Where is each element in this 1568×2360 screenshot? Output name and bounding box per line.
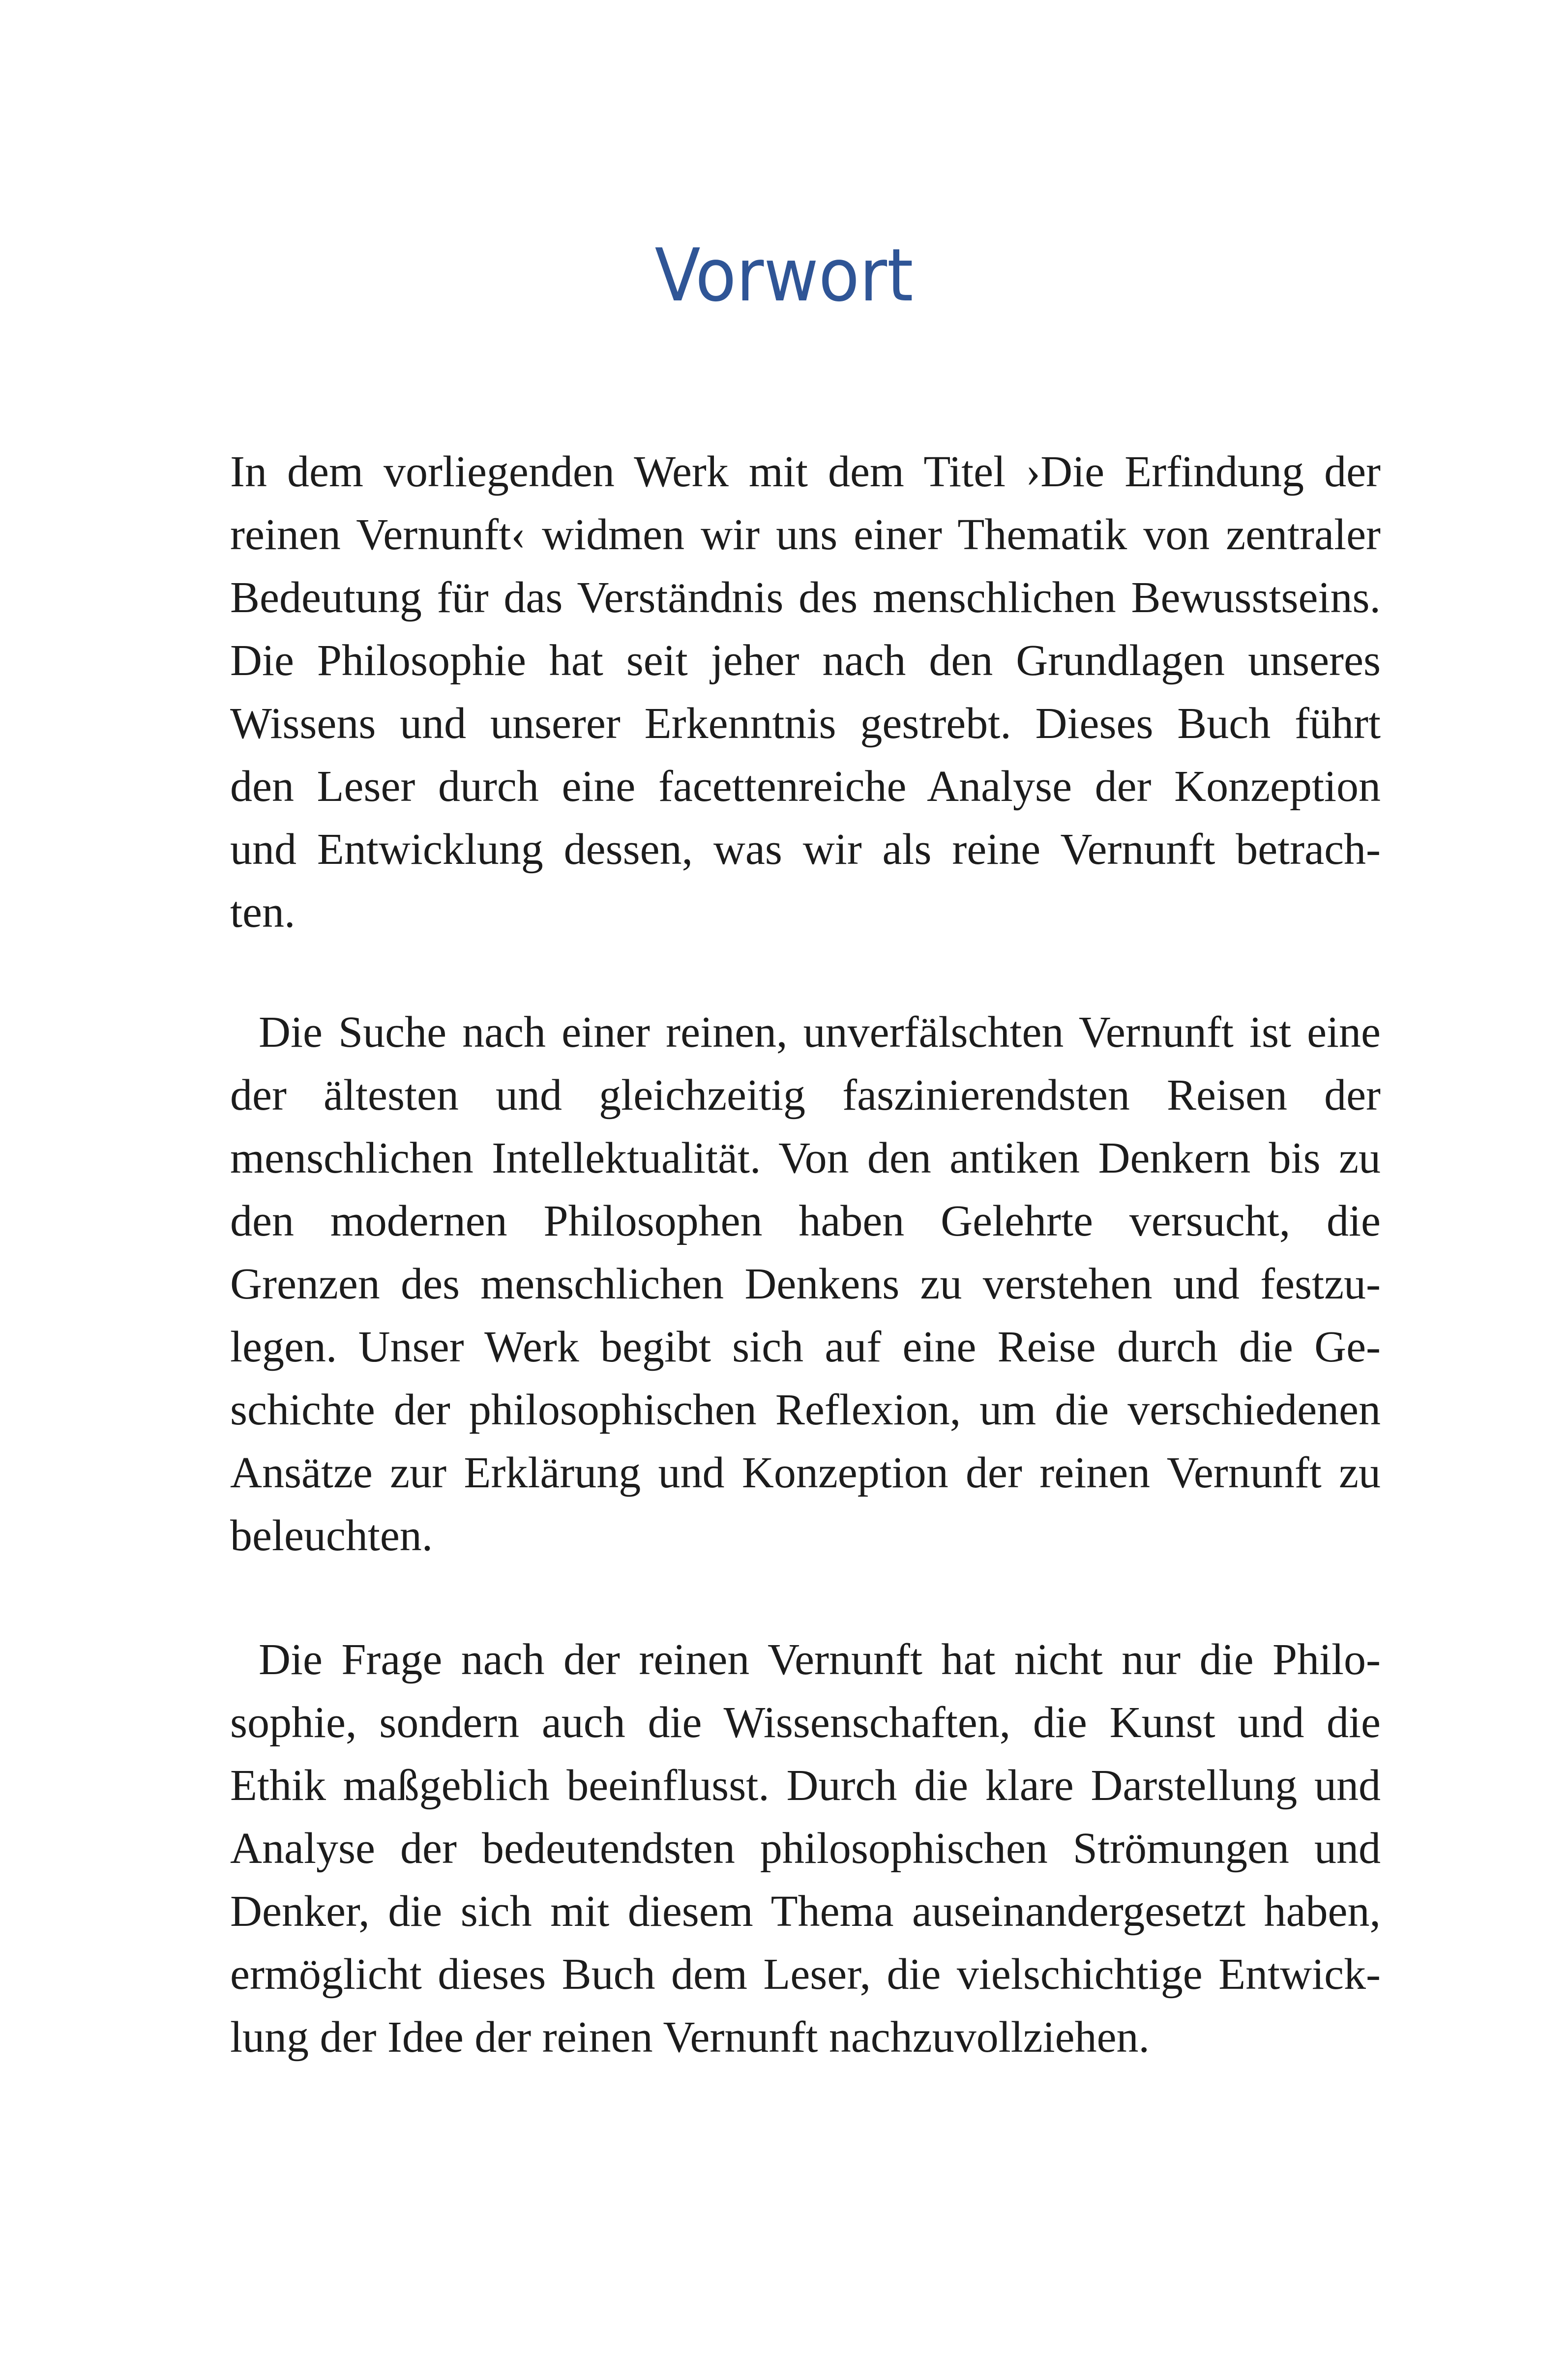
text-line: lung der Idee der reinen Vernunft nachzuvollziehen. <box>230 2013 1150 2062</box>
text-line: Die Frage nach der reinen Vernunft hat nicht nur die Philo- <box>259 1635 1381 1684</box>
paragraph-3 <box>230 1628 1381 2069</box>
text-line: sophie, sondern auch die Wissenschaften, die Kunst und die <box>230 1698 1381 1747</box>
text-line: In dem vorliegenden Werk mit dem Titel ›Die Erfindung der <box>230 447 1381 496</box>
text-line: legen. Unser Werk begibt sich auf eine Reise durch die Ge- <box>230 1323 1381 1371</box>
paragraph-1 <box>230 441 1381 944</box>
chapter-heading: Vorwort <box>654 233 914 318</box>
text-line: Grenzen des menschlichen Denkens zu verstehen und festzu- <box>230 1260 1381 1308</box>
text-line: reinen Vernunft‹ widmen wir uns einer Thematik von zentraler <box>230 510 1381 559</box>
text-line: Die Suche nach einer reinen, unverfälschten Vernunft ist eine <box>259 1008 1381 1057</box>
text-line: Bedeutung für das Verständnis des menschlichen Bewusstseins. <box>230 573 1381 622</box>
text-line: ermöglicht dieses Buch dem Leser, die vielschichtige Entwick- <box>230 1950 1381 1999</box>
text-line: Ansätze zur Erklärung und Konzeption der reinen Vernunft zu <box>230 1448 1381 1497</box>
text-line: ten. <box>230 888 296 937</box>
text-line: schichte der philosophischen Reflexion, um die verschiedenen <box>230 1386 1381 1434</box>
text-line: Wissens und unserer Erkenntnis gestrebt. Dieses Buch führt <box>230 699 1381 748</box>
text-line: der ältesten und gleichzeitig faszinierendsten Reisen der <box>230 1071 1381 1120</box>
paragraph-2 <box>230 1001 1381 1567</box>
text-line: beleuchten. <box>230 1511 433 1560</box>
text-line: Die Philosophie hat seit jeher nach den Grundlagen unseres <box>230 636 1381 685</box>
text-line: Ethik maßgeblich beeinflusst. Durch die klare Darstellung und <box>230 1761 1381 1810</box>
text-line: Analyse der bedeutendsten philosophischen Strömungen und <box>230 1824 1381 1873</box>
text-line: Denker, die sich mit diesem Thema auseinandergesetzt haben, <box>230 1887 1381 1936</box>
text-line: menschlichen Intellektualität. Von den antiken Denkern bis zu <box>230 1134 1381 1182</box>
text-line: und Entwicklung dessen, was wir als reine Vernunft betrach- <box>230 825 1381 874</box>
text-line: den Leser durch eine facettenreiche Analyse der Konzeption <box>230 762 1381 811</box>
text-line: den modernen Philosophen haben Gelehrte versucht, die <box>230 1197 1381 1245</box>
